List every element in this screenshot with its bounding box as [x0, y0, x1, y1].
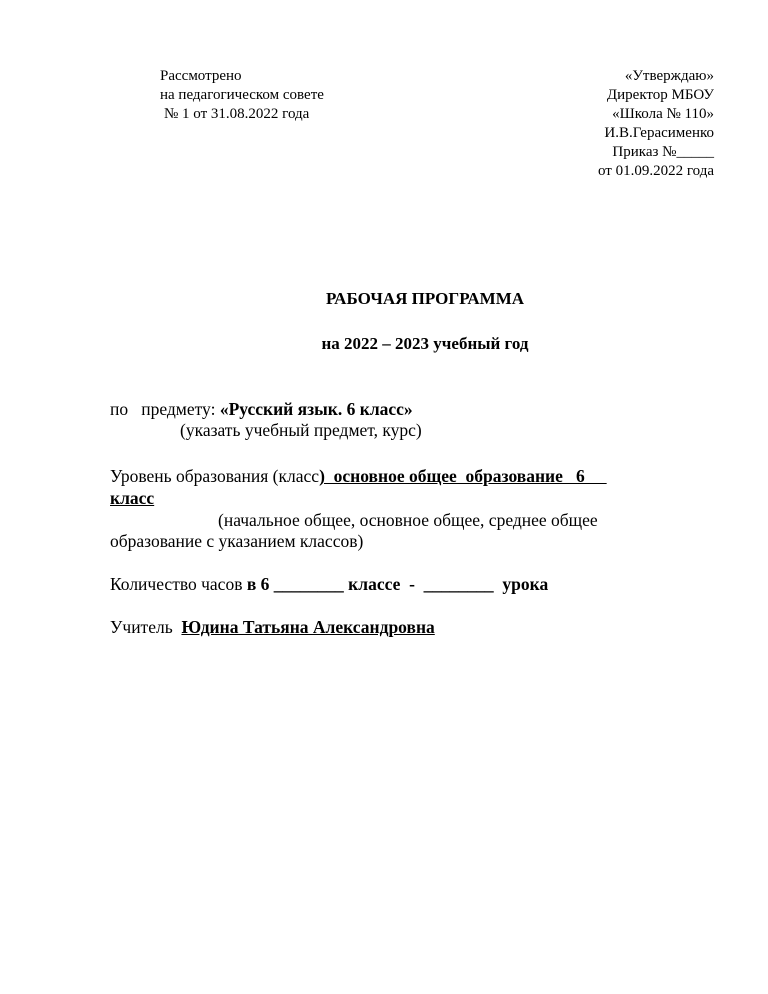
level-hint-line-2: образование с указанием классов) [110, 531, 364, 551]
level-value-line-2: класс [110, 488, 155, 508]
subject-prefix: по предмету: [110, 399, 220, 419]
teacher-line [110, 616, 435, 638]
subject-line [110, 398, 413, 420]
teacher-prefix: Учитель [110, 617, 182, 637]
approval-right-line-4: И.В.Герасименко [604, 125, 714, 141]
hours-prefix: Количество часов [110, 574, 247, 594]
teacher-name: Юдина Татьяна Александровна [181, 617, 435, 637]
approval-left-block [160, 67, 324, 124]
level-value: ) основное общее образование 6 [319, 466, 607, 486]
level-prefix: Уровень образования (класс [110, 466, 320, 486]
approval-right-line-6: от 01.09.2022 года [598, 163, 714, 179]
approval-right-line-3: «Школа № 110» [612, 106, 714, 122]
subject-value: «Русский язык. 6 класс» [219, 399, 413, 419]
document-title: РАБОЧАЯ ПРОГРАММА [325, 289, 525, 308]
approval-right-line-5: Приказ №_____ [612, 144, 714, 160]
level-line [110, 465, 607, 487]
subject-hint: (указать учебный предмет, курс) [180, 420, 422, 440]
approval-left-line-2: на педагогическом совете [160, 87, 324, 103]
document-year: на 2022 – 2023 учебный год [321, 334, 529, 353]
approval-right-line-1: «Утверждаю» [624, 68, 714, 84]
hours-value: в 6 ________ классе - ________ урока [246, 574, 549, 594]
approval-right-line-2: Директор МБОУ [606, 87, 714, 103]
approval-left-line-3: № 1 от 31.08.2022 года [164, 106, 310, 122]
level-hint-line-1: (начальное общее, основное общее, среднее общее [218, 510, 598, 530]
approval-left-line-1: Рассмотрено [160, 68, 242, 84]
hours-line [110, 573, 548, 595]
approval-right-block [598, 67, 714, 181]
